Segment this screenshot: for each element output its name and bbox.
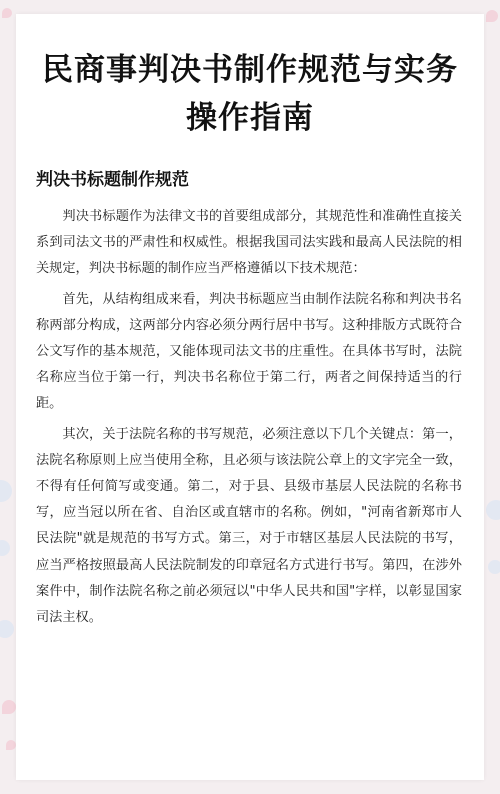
document-page (16, 14, 484, 780)
document-title (16, 46, 484, 142)
title-line-2: 操作指南 (186, 100, 314, 136)
section-heading: 判决书标题制作规范 (36, 170, 189, 190)
paragraph-3: 其次，关于法院名称的书写规范，必须注意以下几个关键点：第一，法院名称原则上应当使用全称，且必须与该法院公章上的文字完全一致，不得有任何简写或变通。第二，对于县、县级市基层人民法院的名称书写，应当冠以所在省、自治区或直辖市的名称。例如，"河南省新郑市人民法院"就是规范的书写方式。第三，对于市辖区基层人民法院的书写，应当严格按照最高人民法院制发的印章冠名方式进行书写。第四，在涉外案件中，制作法院名称之前必须冠以"中华人民共和国"字样，以彰显国家司法主权。 (36, 426, 462, 626)
paragraph-2: 首先，从结构组成来看，判决书标题应当由制作法院名称和判决书名称两部分构成，这两部分内容必须分两行居中书写。这种排版方式既符合公文写作的基本规范，又能体现司法文书的庄重性。在具体书写时，法院名称应当位于第一行，判决书名称位于第二行，两者之间保持适当的行距。 (36, 291, 462, 412)
title-line-1: 民商事判决书制作规范与实务 (42, 52, 458, 88)
paragraph-1: 判决书标题作为法律文书的首要组成部分，其规范性和准确性直接关系到司法文书的严肃性和权威性。根据我国司法实践和最高人民法院的相关规定，判决书标题的制作应当严格遵循以下技术规范： (36, 209, 462, 277)
